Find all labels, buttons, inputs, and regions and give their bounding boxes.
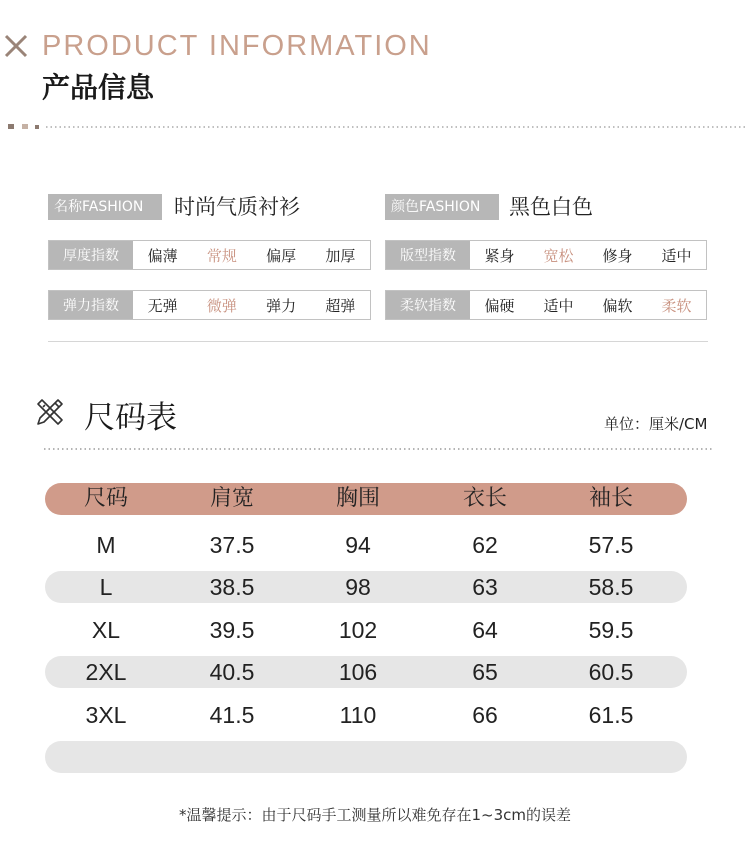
name-label: 名称FASHION bbox=[48, 194, 162, 220]
cell-size: 3XL bbox=[85, 702, 127, 728]
header-title-cn: 产品信息 bbox=[42, 71, 155, 104]
header-shoulder: 肩宽 bbox=[209, 486, 254, 511]
cell-chest: 94 bbox=[345, 532, 371, 558]
measurement-note: *温馨提示：由于尺码手工测量所以难免存在1~3cm的误差 bbox=[178, 806, 572, 824]
cell-chest: 110 bbox=[339, 702, 377, 728]
size-chart-divider bbox=[44, 447, 712, 451]
thickness-index-label: 厚度指数 bbox=[49, 241, 133, 269]
fit-option: 修身 bbox=[602, 246, 633, 265]
color-label: 颜色FASHION bbox=[385, 194, 499, 220]
softness-option: 偏软 bbox=[602, 296, 633, 315]
size-chart-title: 尺码表 bbox=[84, 400, 177, 436]
softness-index bbox=[385, 290, 707, 320]
section-divider bbox=[48, 341, 708, 342]
cell-length: 66 bbox=[472, 702, 498, 728]
cell-size: 2XL bbox=[85, 659, 127, 685]
fit-index bbox=[385, 240, 707, 270]
color-value: 黑色白色 bbox=[509, 195, 593, 219]
cell-sleeve: 57.5 bbox=[588, 532, 634, 558]
softness-option-selected: 柔软 bbox=[661, 296, 692, 315]
cell-length: 64 bbox=[472, 617, 498, 643]
header-chest: 胸围 bbox=[335, 486, 380, 511]
elasticity-index-label: 弹力指数 bbox=[49, 291, 133, 319]
elasticity-option-selected: 微弹 bbox=[206, 296, 237, 315]
name-value: 时尚气质衬衫 bbox=[174, 195, 300, 219]
cell-length: 63 bbox=[472, 574, 498, 600]
cell-shoulder: 37.5 bbox=[209, 532, 255, 558]
thickness-option: 偏薄 bbox=[147, 246, 178, 265]
thickness-option: 加厚 bbox=[325, 246, 356, 265]
header-length: 衣长 bbox=[462, 486, 507, 511]
thickness-option: 偏厚 bbox=[266, 246, 297, 265]
cell-sleeve: 61.5 bbox=[588, 702, 634, 728]
elasticity-option: 弹力 bbox=[266, 296, 297, 315]
softness-index-label: 柔软指数 bbox=[386, 291, 470, 319]
cell-length: 65 bbox=[472, 659, 498, 685]
cell-size: L bbox=[99, 574, 113, 600]
header-size: 尺码 bbox=[83, 486, 128, 511]
header-title-en: PRODUCT INFORMATION bbox=[42, 30, 432, 62]
cell-chest: 106 bbox=[338, 659, 378, 685]
fit-index-label: 版型指数 bbox=[386, 241, 470, 269]
elasticity-option: 超弹 bbox=[325, 296, 356, 315]
fit-option: 紧身 bbox=[484, 246, 515, 265]
fit-option: 适中 bbox=[661, 246, 692, 265]
fit-option-selected: 宽松 bbox=[543, 246, 574, 265]
thickness-index bbox=[48, 240, 371, 270]
thickness-option-selected: 常规 bbox=[206, 246, 237, 265]
header-divider bbox=[8, 124, 748, 130]
cell-length: 62 bbox=[472, 532, 498, 558]
header-sleeve: 袖长 bbox=[588, 486, 633, 511]
elasticity-index bbox=[48, 290, 371, 320]
softness-option: 偏硬 bbox=[484, 296, 515, 315]
cell-sleeve: 58.5 bbox=[588, 574, 634, 600]
cell-shoulder: 39.5 bbox=[209, 617, 255, 643]
x-mark-icon bbox=[4, 34, 28, 58]
softness-option: 适中 bbox=[543, 296, 574, 315]
cell-shoulder: 40.5 bbox=[209, 659, 255, 685]
unit-label: 单位：厘米/CM bbox=[604, 415, 708, 433]
row-stripe bbox=[45, 741, 687, 773]
ruler-pencil-icon bbox=[34, 396, 66, 428]
cell-chest: 98 bbox=[345, 574, 371, 600]
cell-shoulder: 38.5 bbox=[209, 574, 255, 600]
cell-sleeve: 60.5 bbox=[588, 659, 634, 685]
cell-size: XL bbox=[91, 617, 121, 643]
cell-sleeve: 59.5 bbox=[588, 617, 634, 643]
cell-shoulder: 41.5 bbox=[209, 702, 255, 728]
cell-chest: 102 bbox=[338, 617, 378, 643]
cell-size: M bbox=[96, 532, 116, 558]
elasticity-option: 无弹 bbox=[147, 296, 178, 315]
